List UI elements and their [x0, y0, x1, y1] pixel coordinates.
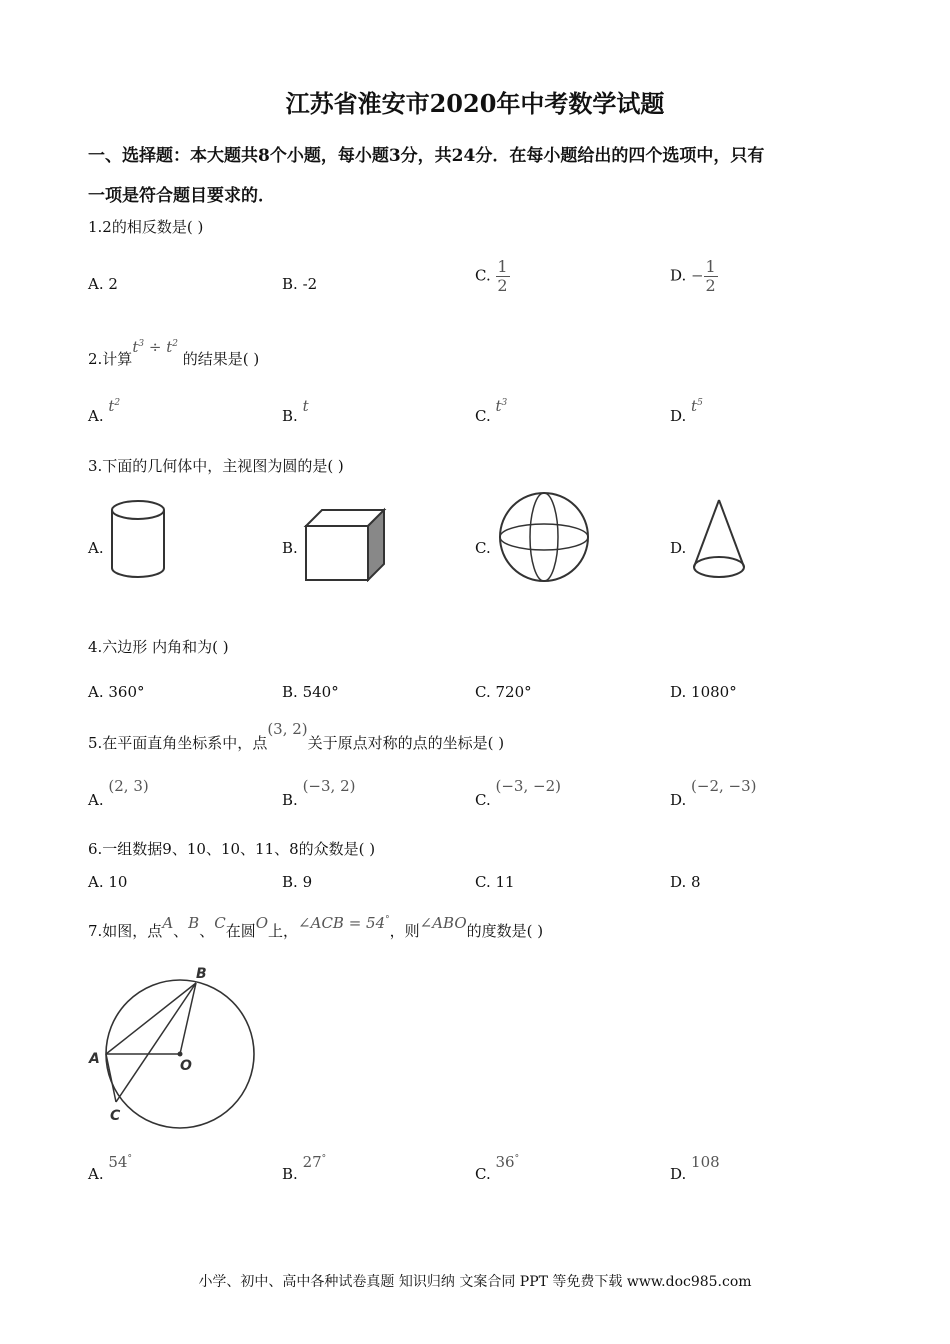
q6-option-d[interactable]: D. 8: [670, 873, 701, 891]
q4-option-c[interactable]: C. 720°: [475, 683, 532, 701]
sphere-icon: [497, 490, 591, 584]
page-title: 江苏省淮安市2020年中考数学试题: [285, 89, 665, 118]
q4-option-d[interactable]: D. 1080°: [670, 683, 737, 701]
q3-option-c[interactable]: C.: [475, 539, 491, 557]
point-label-o: O: [180, 1058, 192, 1074]
q6-option-b[interactable]: B. 9: [282, 873, 313, 891]
fraction-one-half: $\frac{1}{2}$: [705, 257, 716, 295]
section-instructions-line2: 一项是符合题目要求的．: [88, 186, 275, 206]
cube-icon: [302, 506, 388, 582]
q6-option-a[interactable]: A. 10: [88, 873, 128, 891]
q3-option-a[interactable]: A.: [88, 539, 104, 557]
circle-geometry-figure: [86, 962, 276, 1144]
point-label-c: C: [110, 1108, 121, 1124]
q7-option-a[interactable]: A. 54°: [88, 1153, 132, 1183]
q5-option-d[interactable]: D. (−2, −3): [670, 777, 757, 809]
q1-option-a[interactable]: A. 2: [88, 275, 118, 293]
q7-option-c[interactable]: C. 36°: [475, 1153, 520, 1183]
question-2-stem: 2.计算$t^3 \div t^2$ 的结果是( ): [88, 338, 260, 368]
point-label-a: A: [89, 1051, 100, 1067]
q5-option-c[interactable]: C. (−3, −2): [475, 777, 561, 809]
fraction-one-half: $\frac{1}{2}$: [497, 257, 508, 295]
q1-option-c[interactable]: C. $\frac{1}{2}$: [475, 257, 508, 295]
q5-option-b[interactable]: B. (−3, 2): [282, 777, 356, 809]
q1-option-b[interactable]: B. -2: [282, 275, 318, 293]
question-1-stem: 1.2的相反数是( ): [88, 218, 204, 236]
question-6-stem: 6.一组数据9、10、10、11、8的众数是( ): [88, 840, 376, 858]
cone-icon: [690, 497, 748, 583]
page-footer: 小学、初中、高中各种试卷真题 知识归纳 文案合同 PPT 等免费下载 www.doc985.com: [198, 1274, 752, 1290]
q3-option-b[interactable]: B.: [282, 539, 298, 557]
question-5-stem: 5.在平面直角坐标系中，点(3, 2)关于原点对称的点的坐标是( ): [88, 720, 505, 752]
q5-option-a[interactable]: A. (2, 3): [88, 777, 149, 809]
q4-option-a[interactable]: A. 360°: [88, 683, 145, 701]
q2-option-b[interactable]: B. t: [282, 397, 309, 425]
q1-option-d[interactable]: D. − $\frac{1}{2}$: [670, 257, 716, 295]
point-label-b: B: [196, 966, 207, 982]
section-instructions-line1: 一、选择题：本大题共8个小题，每小题3分，共24分．在每小题给出的四个选项中，只有: [88, 146, 765, 166]
q6-option-c[interactable]: C. 11: [475, 873, 515, 891]
q4-option-b[interactable]: B. 540°: [282, 683, 339, 701]
q2-option-a[interactable]: A. $t^2$: [88, 397, 121, 425]
question-7-stem: 7.如图，点A、B、C在圆O上，∠ACB = 54°，则∠ABO的度数是( ): [88, 914, 544, 940]
q2-option-c[interactable]: C. $t^3$: [475, 397, 508, 425]
q7-option-d[interactable]: D. 108: [670, 1153, 720, 1183]
q2-option-d[interactable]: D. $t^5$: [670, 397, 703, 425]
question-4-stem: 4.六边形 内角和为( ): [88, 638, 229, 656]
question-3-stem: 3.下面的几何体中，主视图为圆的是( ): [88, 457, 344, 475]
q3-option-d[interactable]: D.: [670, 539, 687, 557]
cylinder-icon: [106, 496, 172, 584]
q7-option-b[interactable]: B. 27°: [282, 1153, 327, 1183]
